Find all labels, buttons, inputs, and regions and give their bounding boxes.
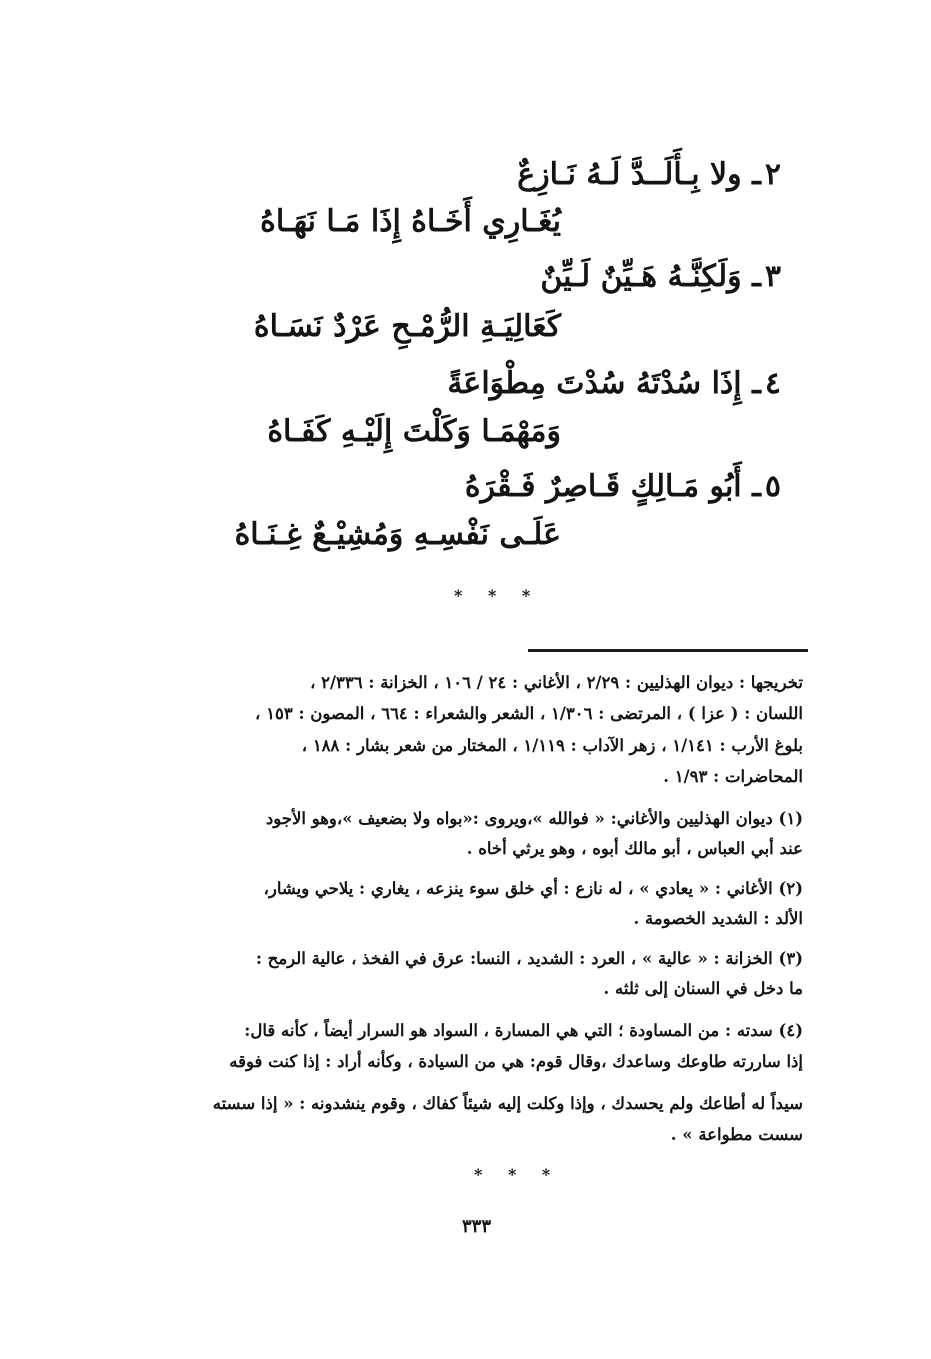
verse-text: كَعَالِيَـةِ الرُّمْـحِ عَرْدٌ نَسَـاهُ (253, 309, 561, 344)
page-number: ٣٣٣ (462, 1216, 492, 1237)
footnote-sources-line-3: بلوغ الأرب : ١/١٤١ ، زهر الآداب : ١/١١٩ ، المختار من شعر بشار : ١٨٨ ، (301, 736, 803, 755)
footnote-3-line-1: (٣) الخزانة : « عالية » ، العرد : الشديد ، النسا: عرق في الفخذ ، عالية الرمح : (255, 949, 803, 968)
footnote-2-line-2: الألد : الشديد الخصومة . (633, 909, 803, 928)
verse-3-second-hemistich (253, 309, 561, 344)
verse-text: ـ وَلَكِنَّـهُ هَـيِّنٌ لَـيِّنٌ (540, 259, 761, 294)
verse-text: يُغَـارِي أَخَـاهُ إِذَا مَـا نَهَـاهُ (260, 204, 561, 239)
footnote-sources-line-2: اللسان : ( عزا ) ، المرتضى : ١/٣٠٦ ، الشعر والشعراء : ٦٦٤ ، المصون : ١٥٣ ، (255, 704, 803, 723)
bottom-separator: * * * (474, 1165, 561, 1184)
footnote-4-line-4: سست مطواعة » . (670, 1125, 803, 1144)
verse-number: ٤ (764, 366, 781, 401)
verse-5-second-hemistich (234, 517, 561, 552)
verse-2-second-hemistich (260, 204, 561, 239)
verse-text: ـ أَبُو مَـالِكٍ قَـاصِرٌ فَـقْرَهُ (464, 469, 761, 504)
verse-4-second-hemistich (267, 414, 561, 449)
footnote-sources-line-1: تخريجها : ديوان الهذليين : ٢/٢٩ ، الأغاني : ٢٤ / ١٠٦ ، الخزانة : ٢/٣٣٦ ، (310, 673, 803, 692)
footnote-2-line-1: (٢) الأغاني : « يعادي » ، له نازع : أي خلق سوء ينزعه ، يغاري : يلاحي ويشار، (263, 879, 803, 898)
verse-text: ـ ولا بِـأَلَــدَّ لَـهُ نَـازِعٌ (517, 157, 761, 192)
verse-4-first-hemistich (447, 366, 781, 401)
footnote-1-line-1: (١) ديوان الهذليين والأغاني: « فوالله »،ويروى :«بواه ولا بضعيف »،وهو الأجود (265, 809, 803, 828)
verse-text: ـ إِذَا سُدْتَهُ سُدْتَ مِطْوَاعَةً (447, 366, 761, 401)
verse-number: ٥ (764, 469, 781, 504)
verse-number: ٢ (764, 157, 781, 192)
verse-text: عَلَـى نَفْسِـهِ وَمُشِيْـعٌ غِـنَـاهُ (234, 517, 561, 552)
footnote-divider (528, 649, 808, 652)
footnote-4-line-1: (٤) سدته : من المساودة ؛ التي هي المسارة ، السواد هو السرار أيضاً ، كأنه قال: (244, 1021, 803, 1040)
verse-text: وَمَهْمَـا وَكَلْتَ إِلَيْـهِ كَفَـاهُ (267, 414, 561, 449)
verse-5-first-hemistich (464, 469, 781, 504)
verse-2-first-hemistich (517, 157, 781, 192)
verse-number: ٣ (764, 259, 781, 294)
footnote-3-line-2: ما دخل في السنان إلى ثلثه . (603, 979, 803, 998)
footnote-1-line-2: عند أبي العباس ، أبو مالك أبوه ، وهو يرثي أخاه . (466, 839, 803, 858)
footnote-4-line-2: إذا ساررته طاوعك وساعدك ،وقال قوم: هي من السيادة ، وكأنه أراد : إذا كنت فوقه (229, 1052, 803, 1071)
verse-3-first-hemistich (540, 259, 781, 294)
section-separator: * * * (454, 586, 541, 605)
footnote-4-line-3: سيداً له أطاعك ولم يحسدك ، وإذا وكلت إليه شيئاً كفاك ، وقوم ينشدونه : « إذا سسته (212, 1094, 803, 1113)
footnote-sources-line-4: المحاضرات : ١/٩٣ . (663, 767, 803, 786)
